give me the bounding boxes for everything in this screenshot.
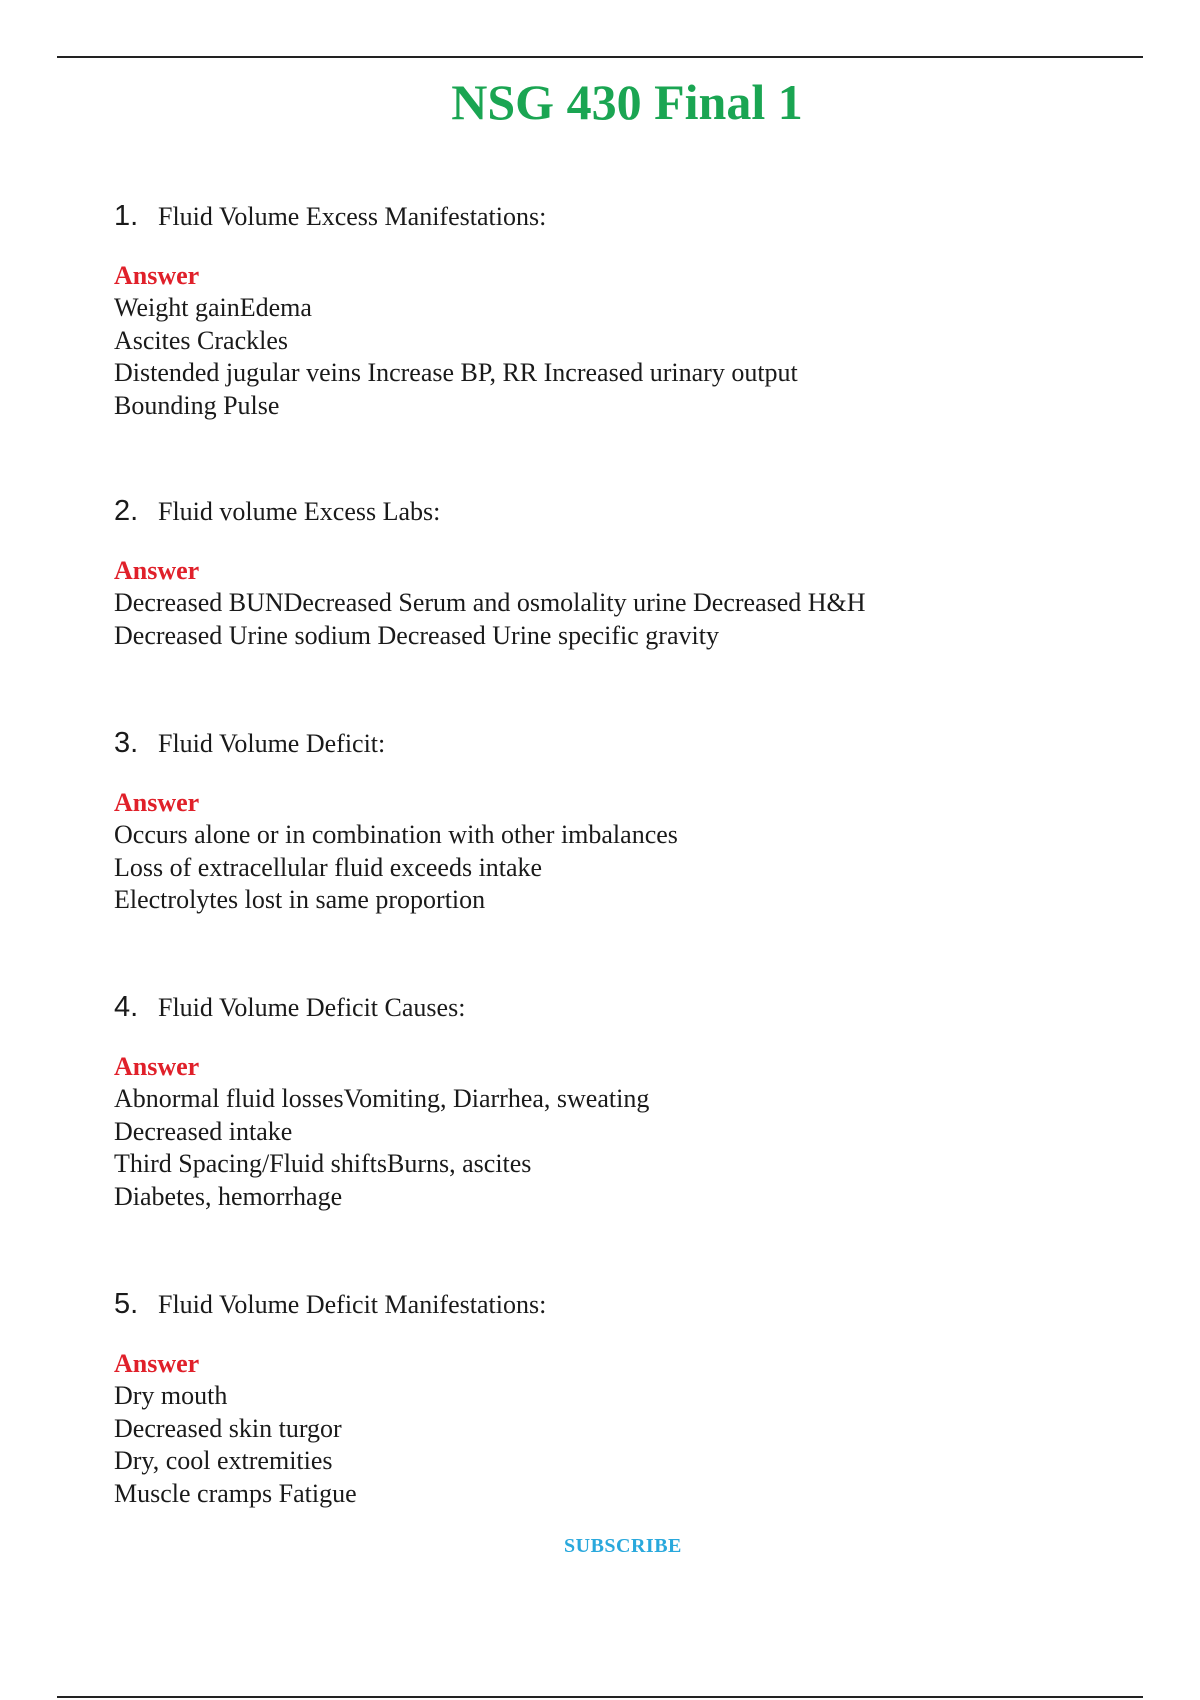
top-rule — [57, 56, 1143, 58]
answer-label: Answer — [114, 1052, 200, 1081]
answer-line: Abnormal fluid lossesVomiting, Diarrhea, sweating — [114, 1084, 650, 1113]
answer-line: Diabetes, hemorrhage — [114, 1181, 343, 1211]
answer-label: Answer — [114, 1349, 200, 1378]
answer-line: Muscle cramps Fatigue — [114, 1478, 357, 1508]
answer-line: Weight gainEdema — [114, 293, 312, 322]
subscribe-link[interactable]: SUBSCRIBE — [564, 1535, 682, 1557]
question-number: 5. — [114, 1288, 139, 1320]
question-heading — [114, 1288, 1114, 1321]
answer-line: Electrolytes lost in same proportion — [114, 885, 486, 914]
answer-line: Decreased BUNDecreased Serum and osmolality urine Decreased H&H — [114, 588, 866, 617]
question-text: Fluid Volume Deficit Manifestations: — [158, 1290, 547, 1319]
question-heading — [114, 200, 1114, 233]
answer-line: Loss of extracellular fluid exceeds intake — [114, 852, 543, 882]
question-number: 3. — [114, 727, 139, 759]
question-heading — [114, 991, 1114, 1024]
answer-label: Answer — [114, 788, 200, 817]
question-text: Fluid Volume Deficit: — [158, 729, 386, 758]
question-number: 2. — [114, 495, 139, 527]
question-text: Fluid Volume Deficit Causes: — [158, 993, 466, 1022]
question-heading — [114, 495, 1114, 528]
answer-label: Answer — [114, 261, 200, 290]
question-block-4 — [114, 991, 1114, 1213]
answer-line: Dry, cool extremities — [114, 1446, 333, 1475]
question-heading — [114, 727, 1114, 760]
answer-line: Bounding Pulse — [114, 390, 280, 420]
question-number: 1. — [114, 200, 139, 232]
question-block-3 — [114, 727, 1114, 917]
answer-line: Dry mouth — [114, 1381, 228, 1410]
answer-line: Occurs alone or in combination with other imbalances — [114, 820, 678, 849]
question-number: 4. — [114, 991, 139, 1023]
answer-line: Distended jugular veins Increase BP, RR Increased urinary output — [114, 358, 798, 387]
question-block-5 — [114, 1288, 1114, 1510]
answer-label: Answer — [114, 556, 200, 585]
answer-line: Ascites Crackles — [114, 325, 289, 355]
question-text: Fluid Volume Excess Manifestations: — [158, 202, 547, 231]
question-block-2 — [114, 495, 1114, 652]
answer-line: Decreased skin turgor — [114, 1413, 342, 1443]
question-block-1 — [114, 200, 1114, 422]
answer-line: Decreased Urine sodium Decreased Urine specific gravity — [114, 620, 719, 650]
document-title: NSG 430 Final 1 — [451, 74, 803, 130]
question-text: Fluid volume Excess Labs: — [158, 497, 441, 526]
answer-line: Third Spacing/Fluid shiftsBurns, ascites — [114, 1149, 532, 1178]
bottom-rule — [57, 1696, 1143, 1698]
answer-line: Decreased intake — [114, 1116, 293, 1146]
